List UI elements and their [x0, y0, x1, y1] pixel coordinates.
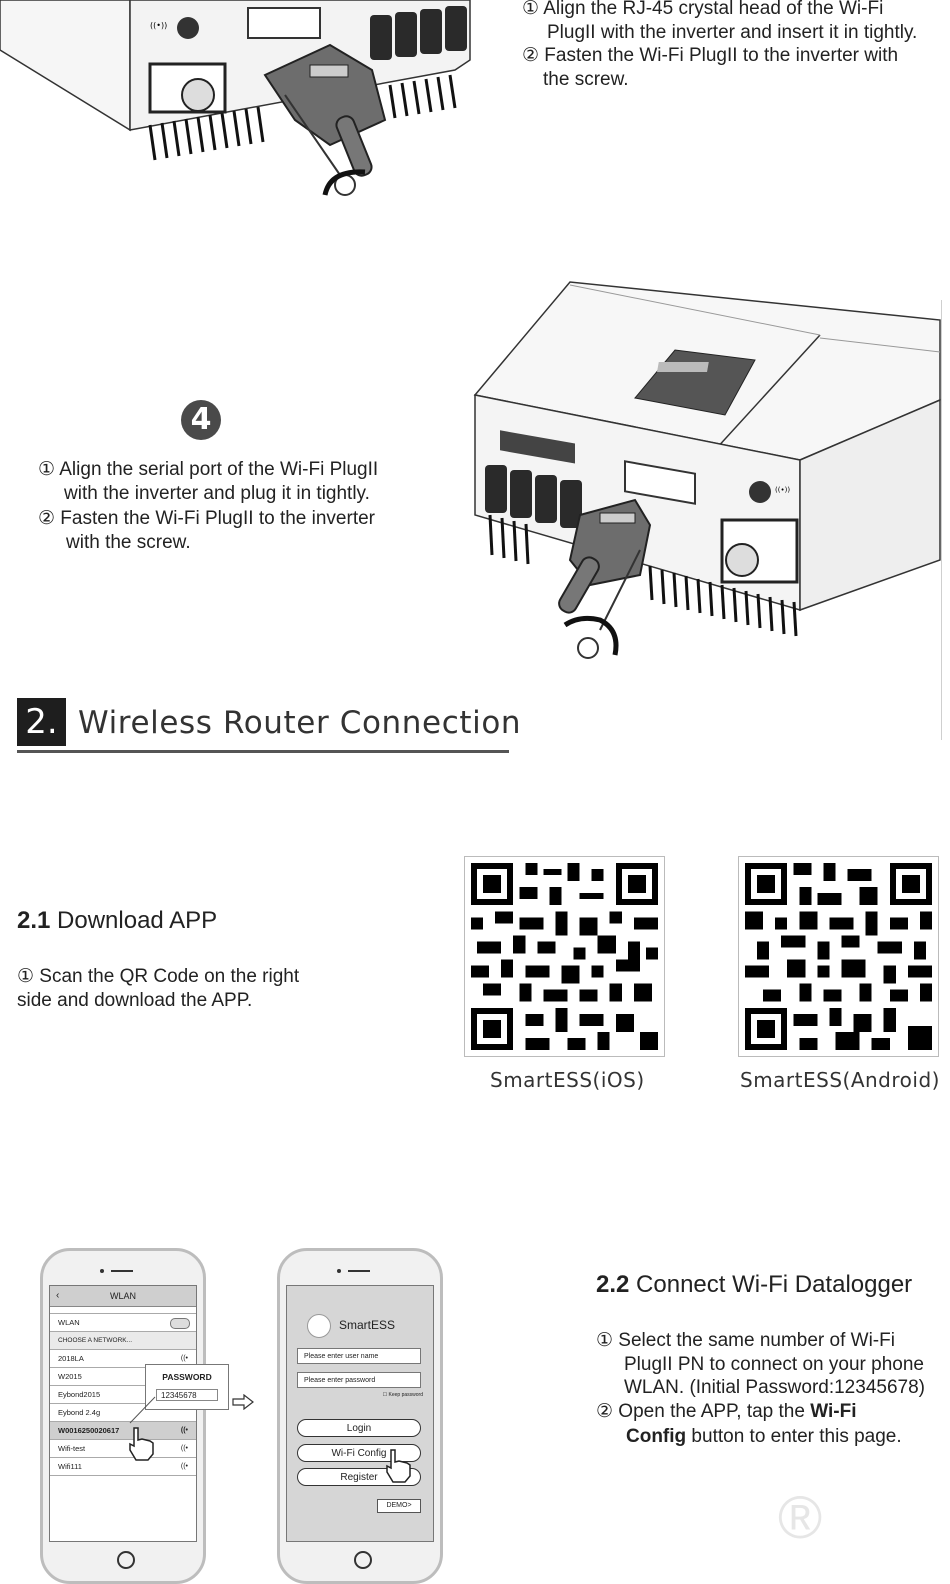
qr-ios-icon — [465, 857, 664, 1056]
download-line2: side and download the APP. — [17, 990, 253, 1011]
password-label: PASSWORD — [162, 1372, 212, 1382]
connect-heading — [596, 1270, 912, 1300]
phone-wlan-mockup — [40, 1248, 206, 1584]
network-name: Wifi-test — [58, 1444, 86, 1453]
password-input[interactable]: Please enter password — [297, 1372, 421, 1388]
wlan-titlebar — [50, 1286, 196, 1307]
network-row[interactable] — [50, 1458, 196, 1476]
download-heading — [17, 906, 217, 936]
svg-text:((•)): ((•)) — [775, 486, 791, 494]
smartess-logo-icon — [307, 1314, 331, 1338]
wlan-label: WLAN — [58, 1318, 80, 1327]
register-button[interactable]: Register — [297, 1468, 421, 1486]
qr-code-android[interactable] — [738, 856, 939, 1057]
home-button[interactable] — [354, 1551, 372, 1569]
step-4-badge: 4 — [181, 400, 221, 440]
svg-text:((•)): ((•)) — [150, 21, 168, 30]
inverter-rj45-illustration — [0, 0, 500, 210]
network-name: Wifi111 — [58, 1462, 82, 1471]
step4-line1: ① Align the serial port of the Wi-Fi PlugII — [38, 459, 379, 480]
phone-speaker — [348, 1270, 370, 1272]
choose-network-header: CHOOSE A NETWORK... — [50, 1332, 196, 1350]
section-number: 2. — [17, 698, 66, 746]
registered-watermark: ® — [778, 1484, 823, 1551]
home-button[interactable] — [117, 1551, 135, 1569]
network-name: W2015 — [58, 1372, 82, 1381]
connect-line4-bold: Wi-Fi — [810, 1401, 857, 1422]
hand-pointer-icon — [383, 1448, 413, 1484]
right-arrow-icon — [232, 1394, 254, 1410]
download-heading-num: 2.1 — [17, 907, 51, 934]
phone-app-mockup — [277, 1248, 443, 1584]
phone-camera — [100, 1269, 104, 1273]
network-row[interactable] — [50, 1440, 196, 1458]
network-name: Eybond2015 — [58, 1390, 101, 1399]
back-chevron-icon[interactable]: ‹ — [56, 1290, 60, 1301]
wifi-config-button[interactable]: Wi-Fi Config — [297, 1444, 421, 1462]
qr-ios-caption: SmartESS(iOS) — [490, 1068, 645, 1092]
qr-android-caption: SmartESS(Android) — [740, 1068, 940, 1092]
wifi-icon: ((• — [180, 1355, 188, 1362]
section-underline — [17, 750, 509, 753]
connect-line5-bold: Config — [626, 1426, 687, 1447]
connect-line5-text: button to enter this page. — [686, 1426, 902, 1447]
popup-pointer — [125, 1395, 165, 1425]
step3-line2: PlugII with the inverter and insert it in tightly. — [547, 22, 918, 43]
wlan-toggle-switch[interactable] — [170, 1318, 190, 1329]
connect-line3: WLAN. (Initial Password:12345678) — [624, 1377, 925, 1398]
wifi-icon: ((• — [180, 1463, 188, 1470]
connect-line5 — [626, 1425, 902, 1450]
step4-line2: with the inverter and plug it in tightly. — [64, 483, 370, 504]
inverter-serial-illustration — [470, 270, 942, 670]
wifi-icon: ((• — [180, 1445, 188, 1452]
connect-heading-text: Connect Wi-Fi Datalogger — [636, 1271, 913, 1298]
download-heading-text: Download APP — [57, 907, 218, 934]
wlan-screen — [49, 1285, 197, 1542]
qr-code-ios[interactable] — [464, 856, 665, 1057]
step3-line1: ① Align the RJ-45 crystal head of the Wi-Fi — [522, 0, 884, 19]
qr-android-icon — [739, 857, 938, 1056]
keep-password-checkbox[interactable]: ☐ Keep password — [382, 1392, 423, 1398]
connect-line2: PlugII PN to connect on your phone — [624, 1354, 924, 1375]
connect-line4-text: ② Open the APP, tap the — [596, 1401, 811, 1422]
username-input[interactable]: Please enter user name — [297, 1348, 421, 1364]
step3-line4: the screw. — [543, 69, 629, 90]
network-name: 2018LA — [58, 1354, 84, 1363]
step3-line3: ② Fasten the Wi-Fi PlugII to the inverter with — [522, 45, 899, 66]
phone-camera — [337, 1269, 341, 1273]
connect-line1: ① Select the same number of Wi-Fi — [596, 1330, 895, 1351]
step4-line4: with the screw. — [66, 532, 191, 553]
network-name: Eybond 2.4g — [58, 1408, 101, 1417]
app-name: SmartESS — [339, 1318, 396, 1332]
network-name: W0016250020617 — [58, 1426, 120, 1435]
demo-button[interactable]: DEMO> — [377, 1499, 421, 1513]
password-input[interactable]: 12345678 — [156, 1389, 218, 1401]
app-screen — [286, 1285, 434, 1542]
wlan-toggle-row[interactable] — [50, 1313, 196, 1332]
phone-speaker — [111, 1270, 133, 1272]
login-button[interactable]: Login — [297, 1419, 421, 1437]
hand-pointer-icon — [126, 1426, 156, 1462]
connect-line4 — [596, 1400, 857, 1425]
section-title: Wireless Router Connection — [78, 705, 522, 741]
connect-heading-num: 2.2 — [596, 1271, 630, 1298]
download-line1: ① Scan the QR Code on the right — [17, 966, 300, 987]
wifi-icon: ((• — [180, 1427, 188, 1434]
network-row-selected[interactable] — [50, 1422, 196, 1440]
wlan-title: WLAN — [109, 1291, 136, 1301]
step4-line3: ② Fasten the Wi-Fi PlugII to the inverter — [38, 508, 375, 529]
keep-password-label: Keep password — [388, 1392, 423, 1398]
